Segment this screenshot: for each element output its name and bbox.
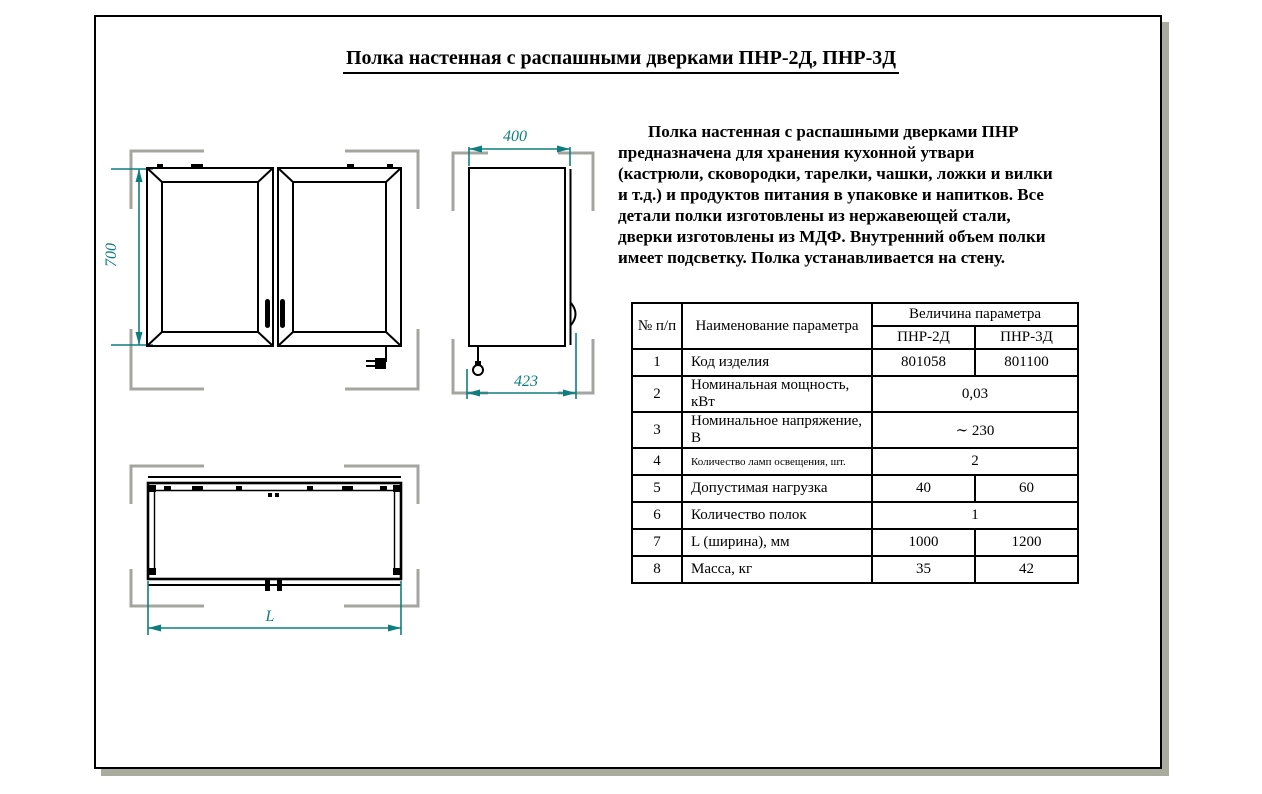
corner-bracket <box>453 339 488 393</box>
col-header-name: Наименование параметра <box>682 303 872 349</box>
bottom-hinge-mark <box>265 579 270 591</box>
cabinet-body <box>469 168 565 346</box>
power-cord-icon <box>473 346 483 375</box>
table-row <box>632 556 1078 583</box>
right-door <box>278 168 401 346</box>
row-name: Допустимая нагрузка <box>682 475 872 502</box>
description-line: и т.д.) и продуктов питания в упаковке и напитков. Все <box>618 185 1044 204</box>
left-door <box>147 168 273 346</box>
row-value: 801058 <box>872 349 975 376</box>
row-value: 40 <box>872 475 975 502</box>
description-line: имеет подсветку. Полка устанавливается на стену. <box>618 248 1006 267</box>
corner-bracket <box>453 153 488 211</box>
door-handle-icon <box>571 303 576 325</box>
corner-bracket <box>345 151 418 209</box>
specs-table <box>631 302 1079 584</box>
bottom-hinge-mark <box>277 579 282 591</box>
side-view-drawing <box>453 146 593 400</box>
row-name: Номинальное напряжение, В <box>682 412 872 448</box>
row-num: 7 <box>632 529 682 556</box>
description-line: дверки изготовлены из МДФ. Внутренний объем полки <box>618 227 1046 246</box>
width-dimension-line <box>469 146 570 167</box>
row-name: Количество ламп освещения, шт. <box>682 448 872 475</box>
dimension-label-length: L <box>265 608 275 625</box>
table-row <box>632 376 1078 412</box>
table-row <box>632 448 1078 475</box>
row-num: 2 <box>632 376 682 412</box>
corner-bracket <box>131 329 204 389</box>
door-handle-icon <box>280 299 285 328</box>
row-name: Масса, кг <box>682 556 872 583</box>
row-name: Номинальная мощность, кВт <box>682 376 872 412</box>
row-value: 801100 <box>975 349 1078 376</box>
row-num: 1 <box>632 349 682 376</box>
corner-blocks <box>149 485 400 575</box>
row-value: 1200 <box>975 529 1078 556</box>
col-header-num: № п/п <box>632 303 682 349</box>
table-row <box>632 502 1078 529</box>
row-name: Количество полок <box>682 502 872 529</box>
dimension-label-width: 400 <box>503 128 527 145</box>
table-row <box>632 475 1078 502</box>
row-value: 60 <box>975 475 1078 502</box>
description-line: (кастрюли, сковородки, тарелки, чашки, ложки и вилки <box>618 164 1053 183</box>
row-value: 1 <box>872 502 1078 529</box>
door-handle-icon <box>265 299 270 328</box>
table-row <box>632 349 1078 376</box>
row-value: 2 <box>872 448 1078 475</box>
corner-bracket <box>131 569 204 606</box>
row-value: 0,03 <box>872 376 1078 412</box>
power-plug-icon <box>366 346 386 369</box>
row-num: 6 <box>632 502 682 529</box>
dimension-label-height: 700 <box>103 243 120 267</box>
row-num: 5 <box>632 475 682 502</box>
col-header-value-group: Величина параметра <box>872 303 1078 326</box>
page-title-text: Полка настенная с распашными дверками ПНР-2Д, ПНР-3Д <box>343 47 899 74</box>
description-line: Полка настенная с распашными дверками ПНР <box>648 122 1019 141</box>
row-num: 3 <box>632 412 682 448</box>
description-line: детали полки изготовлены из нержавеющей стали, <box>618 206 1011 225</box>
row-value: 42 <box>975 556 1078 583</box>
row-name: Код изделия <box>682 349 872 376</box>
description-line: предназначена для хранения кухонной утвари <box>618 143 975 162</box>
row-num: 8 <box>632 556 682 583</box>
dimension-label-depth: 423 <box>514 373 538 390</box>
front-view-drawing <box>111 151 418 389</box>
row-name: L (ширина), мм <box>682 529 872 556</box>
row-value: 1000 <box>872 529 975 556</box>
hinge-marks <box>164 486 387 497</box>
row-value: ∼ 230 <box>872 412 1078 448</box>
col-header-model-a: ПНР-2Д <box>872 326 975 349</box>
corner-bracket <box>558 153 593 211</box>
table-row <box>632 412 1078 448</box>
table-row <box>632 529 1078 556</box>
corner-bracket <box>344 569 418 606</box>
page-sheet <box>94 15 1162 769</box>
corner-bracket <box>344 466 418 504</box>
corner-bracket <box>131 466 204 504</box>
description-text <box>618 121 1123 268</box>
row-value: 35 <box>872 556 975 583</box>
row-num: 4 <box>632 448 682 475</box>
col-header-model-b: ПНР-3Д <box>975 326 1078 349</box>
shelf-outline <box>148 483 401 579</box>
